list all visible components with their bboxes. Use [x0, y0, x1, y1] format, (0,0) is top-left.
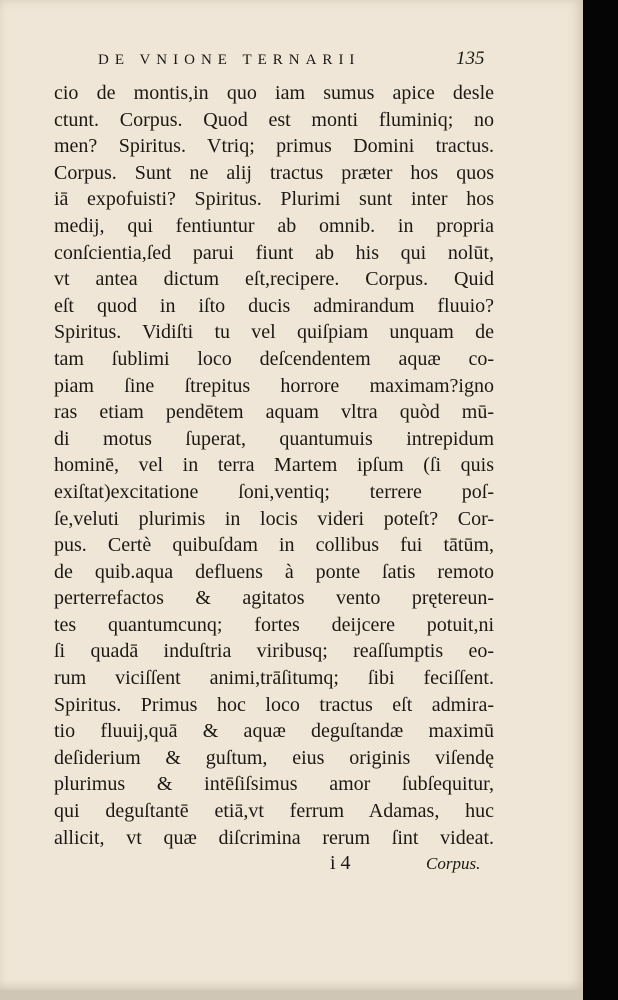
body-text	[54, 80, 494, 851]
page-footer	[0, 852, 583, 882]
text-line: conſcientia,ſed parui fiunt ab his qui nolūt,	[54, 241, 494, 264]
text-line: vt antea dictum eſt,recipere. Corpus. Quid	[54, 268, 494, 291]
text-line: exiſtat)excitatione ſoni,ventiq; terrere poſ-	[54, 480, 494, 503]
text-line: piam ſine ſtrepitus horrore maximam?igno	[54, 374, 494, 397]
text-line: di motus ſuperat, quantumuis intrepidum	[54, 427, 494, 450]
text-line: tes quantumcunq; fortes deijcere potuit,ni	[54, 613, 494, 636]
text-line: iā expofuisti? Spiritus. Plurimi sunt inter hos	[54, 188, 494, 211]
text-line: qui deguſtantē etiā,vt ferrum Adamas, huc	[54, 800, 494, 823]
text-line: Spiritus. Vidiſti tu vel quiſpiam unquam de	[54, 321, 494, 344]
text-line: ſi quadā induſtria viribusq; reaſſumptis eo-	[54, 640, 494, 663]
text-line: perterrefactos & agitatos vento prętereun-	[54, 587, 494, 610]
catchword: Corpus.	[426, 854, 481, 873]
text-line: tio fluuij,quā & aquæ deguſtandæ maximū	[54, 720, 494, 743]
text-line: medij, qui fentiuntur ab omnib. in propria	[54, 214, 494, 237]
text-line: allicit, vt quæ diſcrimina rerum ſint videat.	[54, 826, 494, 849]
text-line: eſt quod in iſto ducis admirandum fluuio?	[54, 294, 494, 317]
text-line: de quib.aqua defluens à ponte ſatis remoto	[54, 560, 494, 583]
text-line: ras etiam pendētem aquam vltra quòd mū-	[54, 401, 494, 424]
text-line: ſe,veluti plurimis in locis videri poteſt? Cor-	[54, 507, 494, 530]
text-line: Spiritus. Primus hoc loco tractus eſt admira-	[54, 693, 494, 716]
text-line: deſiderium & guſtum, eius originis viſendę	[54, 746, 494, 769]
text-line: plurimus & intēſiſsimus amor ſubſequitur,	[54, 773, 494, 796]
text-line: cio de montis,in quo iam sumus apice desle	[54, 82, 494, 104]
text-line: Corpus. Sunt ne alij tractus præter hos quos	[54, 161, 494, 184]
running-head: DE VNIONE TERNARII	[98, 52, 361, 68]
text-line: men? Spiritus. Vtriq; primus Domini tractus.	[54, 135, 494, 158]
scan-background	[583, 0, 618, 1000]
text-line: tam ſublimi loco deſcendentem aquæ co-	[54, 347, 494, 370]
page-number: 135	[456, 48, 485, 69]
text-line: hominē, vel in terra Martem ipſum (ſi quis	[54, 454, 494, 477]
text-line: rum viciſſent animi,trāſitumq; ſibi feciſſent.	[54, 667, 494, 690]
text-line: pus. Certè quibuſdam in collibus fui tātūm,	[54, 534, 494, 557]
text-line: ctunt. Corpus. Quod est monti fluminiq; no	[54, 108, 494, 131]
page-bottom-edge	[0, 990, 583, 1000]
signature-mark: i 4	[330, 852, 351, 874]
